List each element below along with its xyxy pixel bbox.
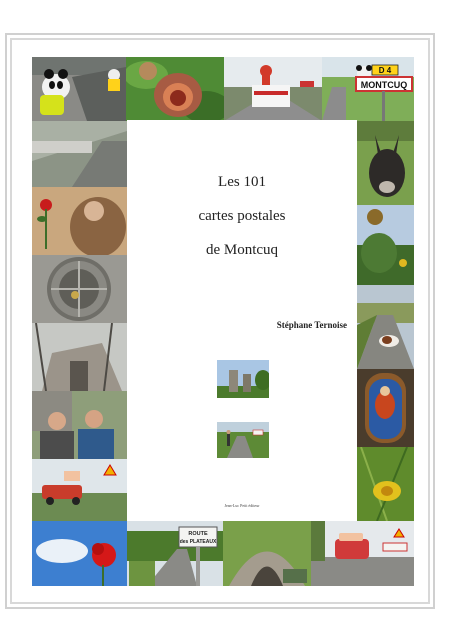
photo-car-parade <box>32 459 127 521</box>
photo-montcuq-sign <box>322 57 414 121</box>
photo-two-men <box>32 391 127 459</box>
photo-stained-glass <box>357 369 414 447</box>
sign-montcuq: MONTCUQ <box>360 80 408 90</box>
photo-donkey <box>357 121 414 205</box>
thumb-man-sign <box>217 422 269 458</box>
sign-route-line2: des PLATEAUX <box>179 539 217 545</box>
photo-red-flower-sky <box>32 521 127 586</box>
title-line-2: cartes postales <box>198 208 286 224</box>
photo-sunflower <box>357 205 414 285</box>
sign-d4: D 4 <box>378 66 392 75</box>
photo-route-plateaux-sign <box>173 521 223 586</box>
photo-parade-street <box>311 521 414 586</box>
photo-road-wall <box>32 121 127 187</box>
photo-dog-road <box>357 285 414 369</box>
photo-yellow-flower <box>357 447 414 521</box>
photo-stone-shelter <box>223 521 311 586</box>
sign-route-line1: ROUTE <box>188 531 208 537</box>
title-line-1: Les 101 <box>218 174 266 190</box>
title-line-3: de Montcuq <box>205 242 279 258</box>
cover-center-panel <box>127 120 357 520</box>
author-name: Stéphane Ternoise <box>276 320 347 330</box>
photo-road-truck <box>224 57 322 121</box>
publisher-name: Jean-Luc Petit éditeur <box>224 503 260 508</box>
photo-fig <box>126 57 224 121</box>
photo-saint-statue <box>32 187 127 255</box>
photo-stone-ruin <box>32 323 127 391</box>
photo-rose-window <box>32 255 127 323</box>
thumb-stone-tower <box>217 360 269 398</box>
photo-panda-mascot <box>32 57 126 121</box>
